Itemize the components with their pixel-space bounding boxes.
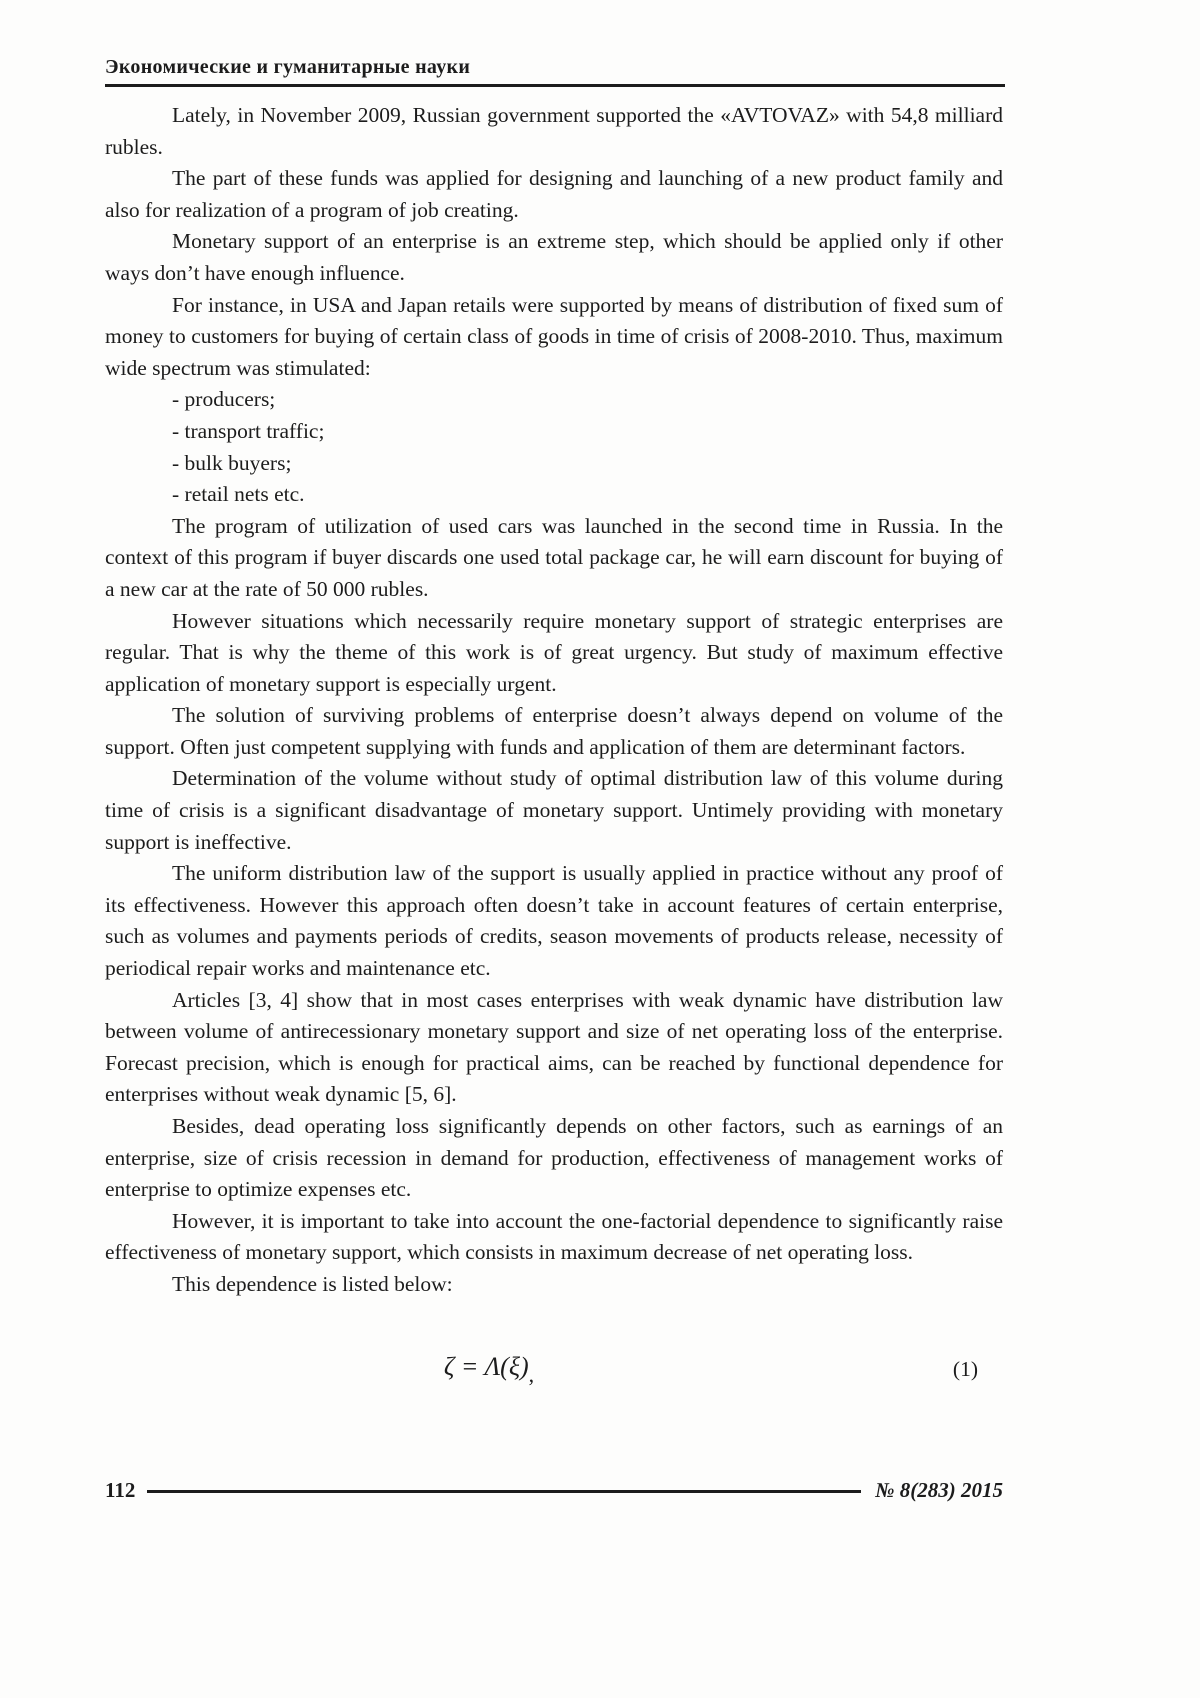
- paragraph: Lately, in November 2009, Russian government supported the «AVTOVAZ» with 54,8 milliard rubles.: [105, 103, 1003, 159]
- list-item: - bulk buyers;: [172, 450, 292, 475]
- paragraph: Determination of the volume without study of optimal distribution law of this volume during time of crisis is a significant disadvantage of monetary support. Untimely providing with monetary support is ineffective.: [105, 766, 1003, 854]
- formula-comma: ,: [528, 1362, 535, 1387]
- article-body: [105, 100, 1003, 1301]
- paragraph: The part of these funds was applied for designing and launching of a new product family and also for realization of a program of job creating.: [105, 166, 1003, 222]
- footer-rule: [147, 1490, 861, 1493]
- paragraph: Besides, dead operating loss significantly depends on other factors, such as earnings of an enterprise, size of crisis recession in demand for production, effectiveness of management works of enterprise to optimize expenses etc.: [105, 1114, 1003, 1202]
- paragraph: However situations which necessarily require monetary support of strategic enterprises are regular. That is why the theme of this work is of great urgency. But study of maximum effective application of monetary support is especially urgent.: [105, 608, 1003, 696]
- list-item: - transport traffic;: [172, 418, 325, 443]
- paragraph: The program of utilization of used cars was launched in the second time in Russia. In the context of this program if buyer discards one used total package car, he will earn discount for buying of a new car at the rate of 50 000 rubles.: [105, 513, 1003, 601]
- page-header: [105, 56, 1005, 87]
- page-footer: [105, 1478, 1003, 1503]
- issue-label: № 8(283) 2015: [875, 1478, 1003, 1502]
- formula-expression: [443, 1352, 535, 1387]
- paragraph: Articles [3, 4] show that in most cases enterprises with weak dynamic have distribution law between volume of antirecessionary monetary support and size of net operating loss of the enterprise. Forecast precision, which is enough for practical aims, can be reached by functional dependence for enterprises without weak dynamic [5, 6].: [105, 987, 1003, 1107]
- page-number: 112: [105, 1478, 136, 1502]
- paragraph: Monetary support of an enterprise is an extreme step, which should be applied only if other ways don’t have enough influence.: [105, 229, 1003, 285]
- paragraph: The uniform distribution law of the support is usually applied in practice without any proof of its effectiveness. However this approach often doesn’t take in account features of certain enterprise, such as volumes and payments periods of credits, season movements of products release, necessity of periodical repair works and maintenance etc.: [105, 861, 1003, 981]
- header-rule: [105, 84, 1005, 87]
- paragraph: However, it is important to take into account the one-factorial dependence to significantly raise effectiveness of monetary support, which consists in maximum decrease of net operating loss.: [105, 1208, 1003, 1265]
- formula-text: ζ = Λ(ξ): [443, 1352, 529, 1381]
- list-item: - producers;: [172, 387, 276, 412]
- paragraph: This dependence is listed below:: [172, 1271, 453, 1296]
- formula-row: [105, 1352, 1003, 1398]
- paragraph: The solution of surviving problems of enterprise doesn’t always depend on volume of the support. Often just competent supplying with funds and application of them are determinant factors.: [105, 703, 1003, 759]
- journal-title: Экономические и гуманитарные науки: [105, 56, 471, 78]
- equation-number: (1): [952, 1357, 978, 1381]
- paragraph: For instance, in USA and Japan retails were supported by means of distribution of fixed sum of money to customers for buying of certain class of goods in time of crisis of 2008-2010. Thus, maximum wide spectrum was stimulated:: [105, 292, 1003, 380]
- list-item: - retail nets etc.: [172, 482, 305, 507]
